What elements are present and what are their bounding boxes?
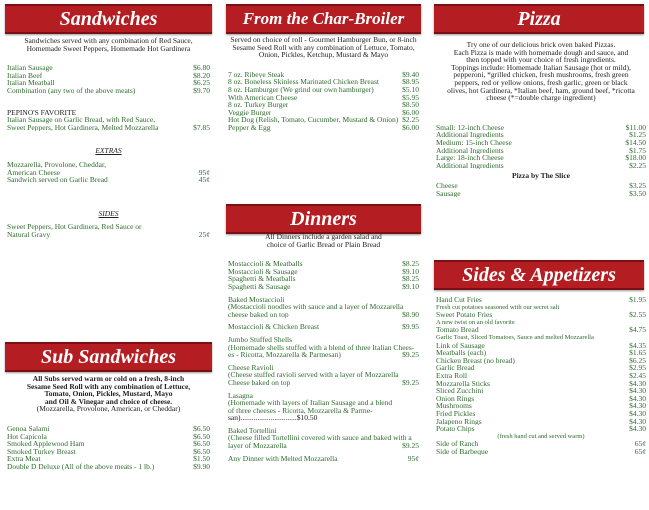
item-name: Sweet Peppers, Hot Gardinera, Melted Mozzarella	[7, 123, 159, 132]
item-price: $9.10	[402, 266, 419, 276]
item-price: $3.25	[629, 180, 646, 190]
intro-line: All Dinners include a garden salad and	[265, 232, 382, 241]
item-price: 95¢	[198, 167, 210, 177]
menu-item	[7, 169, 210, 177]
item-name: Italian Beef	[7, 71, 43, 80]
charbroiler-intro	[228, 36, 419, 59]
item-price: $6.25	[629, 355, 646, 365]
menu-item	[228, 78, 419, 86]
item-name: 8 oz. Turkey Burger	[228, 101, 289, 109]
menu-item	[436, 364, 646, 372]
menu-item	[228, 86, 419, 94]
item-name: Mostaccioli & Meatballs	[228, 260, 303, 268]
sandwiches-intro	[7, 37, 210, 52]
menu-item	[436, 418, 646, 426]
item-name: Mozzarella Sticks	[436, 379, 490, 388]
item-name: Spaghetti & Sausage	[228, 282, 291, 291]
dish-title: Cheese Ravioli	[228, 362, 274, 372]
menu-item	[436, 162, 646, 170]
pizza-section	[436, 41, 646, 197]
charbroiler-section	[228, 36, 419, 132]
menu-item	[436, 296, 646, 304]
intro-line: Try one of our delicious brick oven baked Pizzas.	[466, 40, 616, 49]
item-name: layer of Mozzarella	[228, 442, 287, 450]
item-price: $4.30	[629, 401, 646, 411]
item-name: Tomato Bread	[436, 326, 479, 334]
menu-item	[228, 442, 419, 450]
item-name: Onion Rings	[436, 394, 475, 403]
menu-item	[436, 387, 646, 395]
menu-item	[436, 402, 646, 410]
menu-item	[228, 323, 419, 331]
dish-title: Jumbo Stuffed Shells	[228, 334, 293, 344]
menu-item	[436, 425, 646, 433]
item-price: 25¢	[198, 229, 210, 239]
intro-line: All Subs served warm or cold on a fresh, 8-inch	[32, 374, 185, 383]
item-name: Potato Chips	[436, 425, 475, 433]
item-price: 65¢	[634, 439, 646, 449]
item-price: $4.35	[629, 340, 646, 350]
menu-item	[7, 72, 210, 80]
menu-item	[228, 71, 419, 79]
item-name: Side of Ranch	[436, 440, 479, 448]
item-name: Combination (any two of the above meats)	[7, 86, 136, 95]
intro-note: (Mozzarella, Provolone, American, or Cheddar)	[36, 404, 181, 414]
item-name: Hand Cut Fries	[436, 296, 482, 304]
item-name: Natural Gravy	[7, 230, 51, 239]
item-price: $3.50	[629, 188, 646, 198]
sandwiches-banner: Sandwiches	[5, 4, 212, 34]
dish-desc: (Mostaccioli noodles with sauce and a layer of Mozzarella	[228, 302, 404, 312]
item-price: $6.25	[193, 78, 210, 88]
item-price: $4.75	[629, 325, 646, 335]
intro-line: Sandwiches served with any combination of Red Sauce,	[24, 36, 193, 45]
dish-desc: (Homemade shells stuffed with a blend of three Italian Chees-	[228, 342, 415, 352]
menu-item	[7, 87, 210, 95]
dish-desc: of three cheeses - Ricotta, Mozzarella & Parme-	[228, 405, 373, 415]
item-name: Additional Ingredients	[436, 161, 504, 170]
item-name: Any Dinner with Melted Mozzarella	[228, 454, 338, 463]
item-name: Sliced Zucchini	[436, 387, 484, 395]
menu-item	[7, 433, 210, 441]
menu-item	[7, 124, 210, 132]
item-price: $2.95	[629, 363, 646, 373]
item-name: Sweet Potato Fries	[436, 311, 493, 319]
item-name: Cheese baked on top	[228, 378, 291, 387]
item-name: 8 oz. Hamburger (We grind our own hamburger)	[228, 85, 374, 94]
item-price: $5.95	[402, 92, 419, 102]
dinners-banner: Dinners	[226, 204, 421, 234]
sides-heading: SIDES	[98, 208, 119, 218]
pizza-intro	[436, 41, 646, 102]
menu-item	[436, 311, 646, 319]
menu-item	[7, 176, 210, 184]
subs-banner: Sub Sandwiches	[5, 342, 212, 372]
item-name: Sandwich served on Garlic Bread	[7, 176, 108, 184]
item-price: $6.80	[193, 63, 210, 73]
item-price: $4.30	[629, 416, 646, 426]
menu-item	[436, 154, 646, 162]
item-name: Medium: 15-inch Cheese	[436, 138, 512, 147]
menu-item	[7, 448, 210, 456]
intro-line: Homemade Sweet Peppers, Homemade Hot Gardinera	[26, 43, 191, 53]
dish-desc: (Homemade with layers of Italian Sausage and a blend	[228, 398, 393, 408]
menu-item	[7, 231, 210, 239]
item-price: $8.50	[402, 100, 419, 110]
item-price: $9.10	[402, 281, 419, 291]
menu-item	[436, 349, 646, 357]
dish-desc: (Cheese stuffed ravioli served with a layer of Mozzarella	[228, 370, 399, 380]
item-price: $2.55	[629, 310, 646, 320]
dish-title: Lasagna	[228, 390, 253, 400]
item-name: Extra Meat	[7, 455, 41, 463]
item-name: Double D Deluxe (All of the above meats - 1 lb.)	[7, 462, 155, 471]
menu-item	[228, 283, 419, 291]
item-name: Italian Meatball	[7, 79, 55, 87]
item-name: Large: 18-inch Cheese	[436, 154, 504, 162]
menu-item	[436, 190, 646, 198]
item-price: $9.25	[402, 377, 419, 387]
menu-item	[436, 342, 646, 350]
intro-line: olives, hot Gardinera, *Italian beef, ham, ground beef, *ricotta	[447, 85, 635, 95]
menu-item	[228, 351, 419, 359]
intro-line: Onion, Pickles, Ketchup, Mustard & Mayo	[258, 50, 389, 60]
item-price: $6.50	[193, 446, 210, 456]
item-name: Pepper & Egg	[228, 123, 271, 132]
menu-item	[228, 101, 419, 109]
menu-item	[7, 64, 210, 72]
menu-item	[228, 116, 419, 124]
item-name: Smoked Turkey Breast	[7, 447, 76, 456]
item-price: $9.90	[193, 461, 210, 471]
item-price: $9.70	[193, 85, 210, 95]
item-note: A new twist on an old favorite	[436, 318, 515, 326]
dish-title: Baked Tortellini	[228, 425, 277, 435]
pepino-title: PEPINO'S FAVORITE	[7, 107, 77, 117]
item-price: $8.25	[402, 274, 419, 284]
subs-section	[7, 375, 210, 471]
item-price: $9.95	[402, 322, 419, 332]
item-name: Chicken Breast (no bread)	[436, 356, 515, 365]
intro-line: peppers, red or yellow onions, fresh garlic, green or black	[454, 77, 628, 87]
extras-heading: EXTRAS	[95, 146, 122, 156]
menu-item	[228, 455, 419, 463]
menu-item	[228, 379, 419, 387]
intro-line: Served on choice of roll - Gourmet Hamburger Bun, or 8-inch	[230, 35, 417, 44]
extras-desc: Mozzarella, Provolone, Cheddar,	[7, 159, 107, 169]
item-name: 8 oz. Boneless Skinless Marinated Chicken Breast	[228, 78, 380, 86]
menu-item	[7, 455, 210, 463]
intro-line: Each Pizza is made with homemade dough and sauce, and	[453, 47, 629, 57]
menu-item	[228, 311, 419, 319]
menu-item	[7, 440, 210, 448]
menu-item	[228, 275, 419, 283]
item-note: (fresh hand cut and served warm)	[497, 432, 585, 440]
item-name: cheese baked on top	[228, 310, 289, 319]
item-price: $7.85	[193, 122, 210, 132]
item-price: $9.25	[402, 350, 419, 360]
item-price: $9.40	[402, 69, 419, 79]
menu-item	[436, 357, 646, 365]
item-price: $2.25	[402, 115, 419, 125]
item-price: $2.45	[629, 370, 646, 380]
dish-desc: (Cheese filled Tortellini covered with sauce and baked with a	[228, 433, 412, 443]
item-price: $6.50	[193, 439, 210, 449]
item-name: Side of Barbeque	[436, 447, 489, 456]
item-price: $6.50	[193, 431, 210, 441]
item-price: $4.30	[629, 424, 646, 434]
sides-desc: Sweet Peppers, Hot Gardinera, Red Sauce or	[7, 222, 142, 232]
item-price: $10.50	[296, 413, 318, 423]
item-price: $4.30	[629, 386, 646, 396]
item-price: $6.50	[193, 423, 210, 433]
item-name: Genoa Salami	[7, 424, 50, 433]
item-name: Small: 12-inch Cheese	[436, 123, 504, 132]
menu-item	[436, 440, 646, 448]
item-name: Hot Dog (Relish, Tomato, Cucumber, Mustard & Onion)	[228, 116, 399, 124]
item-name: Jalapeno Rings	[436, 417, 482, 426]
item-name: Extra Roll	[436, 371, 468, 380]
item-price: $6.00	[402, 107, 419, 117]
menu-item	[228, 124, 419, 132]
menu-item	[436, 448, 646, 456]
menu-item	[436, 326, 646, 334]
dinners-intro	[228, 233, 419, 248]
item-price: $14.50	[625, 137, 646, 147]
item-note: Garlic Toast, Sliced Tomatoes, Sauce and melted Mozzarella	[436, 333, 594, 341]
charbroiler-banner: From the Char-Broiler	[226, 4, 421, 34]
item-name: Smoked Applewood Ham	[7, 440, 85, 448]
menu-item: san)..............................$10.50	[228, 413, 318, 423]
dinners-section	[228, 233, 419, 462]
menu-item	[436, 139, 646, 147]
item-price: $8.95	[402, 77, 419, 87]
item-price: $1.65	[629, 348, 646, 358]
menu-item	[436, 380, 646, 388]
item-price: $1.95	[629, 295, 646, 304]
item-name: American Cheese	[7, 168, 61, 177]
intro-line: Toppings include: Homemade Italian Sausage (hot or mild),	[451, 62, 631, 72]
item-name: With American Cheese	[228, 93, 298, 102]
item-name: Cheese	[436, 181, 458, 190]
intro-line: choice of Garlic Bread or Plain Bread	[266, 239, 381, 249]
sides-banner: Sides & Appetizers	[434, 260, 644, 290]
item-price: $8.25	[402, 259, 419, 269]
item-name: Italian Sausage	[7, 64, 53, 72]
item-name: Additional Ingredients	[436, 146, 504, 155]
item-name: Mostaccioli & Chicken Breast	[228, 323, 320, 331]
item-note: Fresh cut potatoes seasoned with our secret salt	[436, 303, 560, 311]
item-name: Link of Sausage	[436, 341, 485, 350]
item-name: Meatballs (each)	[436, 349, 487, 357]
intro-line: and Oil & Vinegar and choice of cheese.	[44, 396, 173, 406]
dish-title: Baked Mostaccioli	[228, 294, 285, 304]
item-name: Fried Pickles	[436, 409, 476, 418]
item-name: san)	[228, 413, 241, 423]
menu-item	[228, 260, 419, 268]
item-price: $2.25	[629, 160, 646, 170]
menu-item	[436, 182, 646, 190]
intro-line: pepperoni, *grilled chicken, fresh mushrooms, fresh green	[453, 70, 629, 80]
menu-item	[436, 124, 646, 132]
menu-item	[228, 109, 419, 117]
intro-line: Tomato, Onion, Pickles, Mustard, Mayo	[44, 389, 173, 399]
item-name: Additional Ingredients	[436, 131, 504, 139]
intro-line: Sesame Seed Roll with any combination of Lettuce,	[26, 381, 191, 391]
slice-heading: Pizza by The Slice	[512, 171, 570, 181]
item-price: $9.25	[402, 441, 419, 451]
item-price: $6.00	[402, 122, 419, 132]
item-price: $1.75	[629, 145, 646, 155]
pizza-banner: Pizza	[434, 4, 644, 34]
menu-item	[436, 131, 646, 139]
item-name: Mostaccioli & Sausage	[228, 267, 298, 276]
intro-line: then topped with your choice of fresh ingredients.	[466, 55, 616, 65]
intro-line: cheese (*=double charge ingredient)	[486, 93, 596, 103]
item-name: Mushrooms	[436, 402, 472, 410]
sandwiches-section	[7, 37, 210, 239]
item-price: $8.90	[402, 309, 419, 319]
item-price: 95¢	[407, 453, 419, 463]
item-price: 65¢	[634, 446, 646, 456]
item-price: 45¢	[198, 175, 210, 185]
pepino-desc: Italian Sausage on Garlic Bread, with Red Sauce,	[7, 115, 156, 125]
menu-item	[436, 147, 646, 155]
menu-item	[7, 463, 210, 471]
subs-intro	[7, 375, 210, 413]
item-price: $4.30	[629, 393, 646, 403]
item-price: $5.10	[402, 84, 419, 94]
item-price: $11.00	[625, 122, 646, 132]
item-price: $1.25	[629, 130, 646, 140]
menu-item	[436, 395, 646, 403]
item-name: 7 oz. Ribeye Steak	[228, 70, 285, 79]
menu-item	[228, 268, 419, 276]
item-name: Sausage	[436, 189, 461, 198]
item-price: $1.50	[193, 454, 210, 464]
menu-item	[228, 94, 419, 102]
item-price: $4.30	[629, 378, 646, 388]
menu-item	[7, 425, 210, 433]
item-price: $4.30	[629, 408, 646, 418]
item-name: Spaghetti & Meatballs	[228, 275, 296, 283]
menu-item	[436, 372, 646, 380]
intro-line: Sesame Seed Roll with any combination of Lettuce, Tomato,	[232, 42, 415, 52]
sides-section	[436, 296, 646, 455]
item-name: Garlic Bread	[436, 364, 475, 372]
menu-item	[436, 410, 646, 418]
item-name: Hot Capicola	[7, 432, 47, 441]
item-price: $8.20	[193, 70, 210, 80]
item-price: $18.00	[625, 153, 646, 163]
item-name: es - Ricotta, Mozzarella & Parmesan)	[228, 351, 341, 359]
item-name: Veggie Burger	[228, 108, 272, 117]
menu-item	[7, 79, 210, 87]
